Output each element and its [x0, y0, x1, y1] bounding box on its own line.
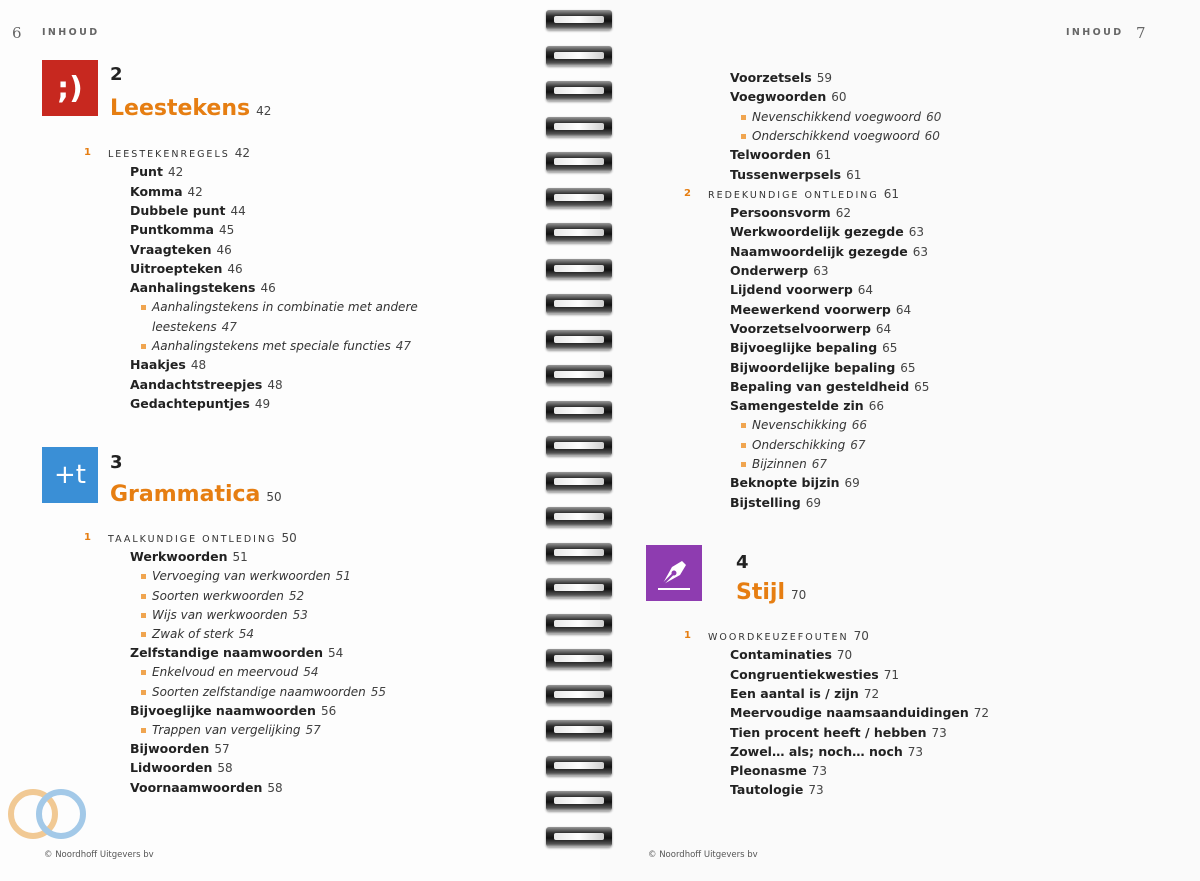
spiral-ring-icon: [546, 152, 612, 172]
toc-entry-text: Aanhalingstekens: [130, 280, 256, 296]
toc-entry-page: 51: [335, 569, 351, 584]
footer-copyright: © Noordhoff Uitgevers bv: [648, 850, 758, 860]
toc-entry-page: 47: [221, 319, 237, 334]
spiral-ring-icon: [546, 188, 612, 208]
toc-entry-text: Contaminaties: [730, 647, 832, 663]
punctuation-icon-glyph: ;): [57, 70, 83, 106]
watermark-logo-icon: [5, 780, 93, 860]
toc-entry-page: 63: [908, 225, 924, 240]
toc-entry-text: Persoonsvorm: [730, 205, 831, 221]
spiral-ring-icon: [546, 685, 612, 705]
toc-entry-text: Tien procent heeft / hebben: [730, 724, 927, 740]
toc-entry: [130, 357, 206, 373]
toc-entry-page: 61: [846, 167, 862, 182]
toc-entry-page: 70: [853, 629, 869, 643]
toc-entry-text: Bepaling van gesteldheid: [730, 378, 910, 394]
bullet-icon: [741, 462, 746, 467]
toc-entry-text: Voornaamwoorden: [130, 779, 263, 795]
toc-entry-page: 67: [850, 437, 866, 452]
toc-entry: [130, 164, 183, 180]
toc-entry: [130, 549, 248, 565]
toc-entry-text: Onderschikking: [752, 437, 846, 452]
toc-entry-text: Telwoorden: [730, 147, 811, 163]
toc-entry: [752, 437, 866, 453]
toc-entry-page: 54: [303, 665, 319, 680]
toc-entry-page: 70: [836, 648, 853, 663]
bullet-icon: [141, 632, 146, 637]
page-number-right: 7: [1136, 24, 1146, 42]
toc-entry: [730, 495, 821, 511]
toc-entry-text: Aandachtstreepjes: [130, 376, 263, 392]
fountain-pen-icon-svg: [654, 553, 694, 593]
toc-entry-text: Werkwoorden: [130, 549, 228, 565]
toc-entry: [152, 607, 308, 623]
toc-entry: [130, 645, 343, 661]
toc-entry-page: 42: [187, 184, 203, 199]
spiral-ring-icon: [546, 330, 612, 350]
toc-entry-page: 51: [232, 550, 248, 565]
toc-entry: [130, 280, 276, 296]
running-head-left: INHOUD: [42, 27, 100, 38]
toc-entry-text: Tussenwerpsels: [730, 166, 842, 182]
toc-entry: [730, 147, 831, 163]
toc-entry: [730, 763, 827, 779]
toc-entry-text: Bijwoorden: [130, 741, 210, 757]
toc-entry-text: Komma: [130, 183, 183, 199]
toc-entry: [730, 725, 947, 741]
toc-entry-page: 46: [260, 281, 276, 296]
toc-entry-page: 64: [875, 321, 892, 336]
spiral-ring-icon: [546, 543, 612, 563]
toc-entry: [152, 722, 321, 738]
chapter-title: [110, 96, 271, 121]
toc-entry-text: Congruentiekwesties: [730, 666, 879, 682]
toc-entry-page: 62: [835, 206, 851, 221]
chapter-page: 42: [256, 104, 272, 118]
toc-entry-text: Werkwoordelijk gezegde: [730, 224, 904, 240]
toc-entry-text: Een aantal is / zijn: [730, 685, 859, 701]
spiral-ring-icon: [546, 46, 612, 66]
toc-entry-page: 65: [914, 379, 930, 394]
section-number: 2: [684, 187, 691, 199]
toc-entry-page: 73: [931, 725, 947, 740]
toc-entry-text: Vraagteken: [130, 241, 212, 257]
toc-entry-text: Nevenschikking: [752, 418, 847, 433]
spiral-ring-icon: [546, 720, 612, 740]
toc-entry-text: Voegwoorden: [730, 89, 827, 105]
toc-entry: [730, 263, 829, 279]
toc-entry-text: Aanhalingstekens in combinatie met andere: [152, 300, 418, 315]
toc-entry-text: Onderschikkend voegwoord: [752, 128, 920, 143]
chapter-page: 70: [790, 588, 807, 602]
toc-entry-page: 66: [868, 399, 884, 414]
toc-entry: [152, 338, 411, 354]
section-number: 1: [84, 532, 91, 543]
toc-entry-text: Bijstelling: [730, 494, 801, 510]
spiral-ring-icon: [546, 472, 612, 492]
bullet-icon: [741, 423, 746, 428]
toc-entry-page: 64: [857, 283, 874, 298]
toc-entry: [730, 398, 884, 414]
toc-entry: [730, 224, 924, 240]
section-number: 1: [84, 147, 91, 158]
toc-entry: [130, 760, 233, 776]
toc-entry: [152, 684, 386, 700]
toc-entry: [130, 203, 246, 219]
toc-entry-page: 56: [320, 703, 337, 718]
toc-entry-page: 69: [805, 495, 821, 510]
toc-entry-text: Zowel… als; noch… noch: [730, 743, 903, 759]
bullet-icon: [141, 690, 146, 695]
spiral-ring-icon: [546, 223, 612, 243]
chapter-number: 4: [736, 552, 749, 573]
toc-entry-page: 49: [254, 396, 271, 411]
toc-entry-page: 69: [844, 476, 860, 491]
toc-entry-page: 54: [328, 646, 344, 661]
toc-entry-text: Naamwoordelijk gezegde: [730, 243, 908, 259]
toc-entry: [130, 741, 230, 757]
spiral-ring-icon: [546, 507, 612, 527]
toc-entry-text: Trappen van vergelijking: [152, 723, 301, 737]
toc-entry-text: Bijwoordelijke bepaling: [730, 359, 896, 375]
bullet-icon: [141, 344, 146, 349]
toc-entry: [152, 664, 318, 680]
bullet-icon: [741, 443, 746, 448]
toc-entry-page: 64: [895, 302, 912, 317]
toc-entry: [130, 184, 203, 200]
spiral-ring-icon: [546, 649, 612, 669]
toc-entry-page: 46: [227, 261, 243, 276]
section-number: 1: [684, 630, 691, 641]
toc-entry: [130, 396, 270, 412]
toc-entry-text: Zelfstandige naamwoorden: [130, 645, 324, 661]
toc-entry: [730, 379, 929, 395]
toc-entry-text: Aanhalingstekens met speciale functies: [152, 339, 391, 353]
toc-entry: [130, 261, 243, 277]
running-head-right: INHOUD: [1066, 27, 1124, 38]
toc-entry-text: Bijvoeglijke naamwoorden: [130, 702, 316, 718]
toc-entry-page: 73: [907, 744, 924, 759]
spiral-ring-icon: [546, 827, 612, 847]
toc-entry: [130, 703, 336, 719]
spiral-ring-icon: [546, 117, 612, 137]
toc-entry: [730, 340, 897, 356]
grammar-icon-glyph: +t: [54, 460, 86, 490]
toc-entry-page: 72: [863, 686, 880, 701]
toc-entry-text: TAALKUNDIGE ONTLEDING: [108, 534, 277, 545]
chapter-title: [736, 580, 806, 605]
toc-entry: [130, 377, 283, 393]
toc-entry-page: 58: [217, 761, 233, 776]
toc-entry-text: Nevenschikkend voegwoord: [752, 109, 922, 124]
toc-entry-page: 71: [883, 667, 900, 682]
spiral-ring-icon: [546, 791, 612, 811]
toc-entry-page: 60: [924, 128, 940, 143]
toc-entry-page: 73: [811, 764, 828, 779]
page-number-left: 6: [12, 24, 22, 42]
toc-entry: [708, 628, 869, 646]
bullet-icon: [141, 670, 146, 675]
grammar-icon: [42, 447, 98, 503]
chapter-number: 3: [110, 452, 123, 473]
toc-entry-page: 73: [808, 783, 824, 798]
toc-entry-page: 53: [292, 607, 308, 622]
toc-entry-page: 58: [267, 780, 283, 795]
toc-entry-text: Bijzinnen: [752, 457, 807, 471]
chapter-title-text: Leestekens: [110, 96, 251, 121]
toc-entry: [752, 456, 827, 472]
toc-entry: [130, 222, 234, 238]
toc-entry-text: Gedachtepuntjes: [130, 395, 250, 411]
bullet-icon: [741, 115, 746, 120]
toc-entry-page: 63: [813, 264, 829, 278]
toc-entry: [130, 242, 232, 258]
chapter-page: 50: [266, 490, 282, 504]
toc-entry: [730, 205, 851, 221]
toc-entry-text: REDEKUNDIGE ONTLEDING: [708, 189, 879, 201]
toc-entry: [152, 588, 304, 604]
toc-entry: [108, 145, 250, 163]
toc-entry-page: 65: [900, 360, 916, 375]
toc-entry-page: 57: [305, 723, 321, 737]
toc-entry-page: 61: [883, 186, 900, 201]
toc-entry-text: Vervoeging van werkwoorden: [152, 569, 331, 584]
toc-entry-page: 42: [234, 146, 251, 160]
spiral-ring-icon: [546, 401, 612, 421]
toc-entry-text: Wijs van werkwoorden: [152, 607, 288, 622]
toc-entry-page: 60: [926, 109, 942, 124]
toc-entry-page: 52: [288, 588, 305, 603]
toc-entry-page: 45: [218, 223, 235, 238]
toc-entry-page: 47: [395, 339, 412, 353]
bullet-icon: [741, 134, 746, 139]
toc-entry: [152, 319, 237, 335]
toc-entry-page: 66: [851, 418, 867, 433]
toc-entry-page: 57: [214, 742, 230, 757]
toc-entry: [730, 167, 861, 183]
bullet-icon: [141, 305, 146, 310]
chapter-title: [110, 482, 282, 507]
toc-entry: [108, 530, 297, 548]
toc-entry: [730, 782, 824, 798]
toc-entry: [730, 282, 873, 298]
toc-entry: [752, 109, 941, 125]
toc-entry: [152, 299, 418, 315]
toc-entry-page: 42: [167, 165, 184, 180]
toc-entry-page: 55: [370, 684, 386, 699]
toc-entry-text: Tautologie: [730, 782, 804, 798]
toc-entry-text: Meervoudige naamsaanduidingen: [730, 705, 969, 721]
spiral-ring-icon: [546, 10, 612, 30]
spiral-binding: [540, 0, 620, 881]
fountain-pen-icon: [646, 545, 702, 601]
footer-copyright: © Noordhoff Uitgevers bv: [44, 850, 154, 860]
toc-entry-text: Uitroepteken: [130, 260, 223, 276]
toc-entry-text: Soorten werkwoorden: [152, 588, 284, 603]
chapter-title-text: Grammatica: [110, 482, 261, 507]
spiral-ring-icon: [546, 259, 612, 279]
toc-entry-text: Dubbele punt: [130, 202, 226, 218]
toc-entry: [730, 686, 879, 702]
toc-entry-page: 61: [815, 148, 832, 163]
toc-entry: [152, 568, 351, 584]
toc-entry-text: Samengestelde zin: [730, 398, 864, 414]
bullet-icon: [141, 613, 146, 618]
toc-entry: [152, 626, 254, 642]
toc-entry-page: 50: [281, 531, 297, 545]
toc-entry-text: Beknopte bijzin: [730, 475, 840, 491]
bullet-icon: [141, 594, 146, 599]
chapter-title-text: Stijl: [736, 580, 785, 605]
toc-entry-text: Punt: [130, 164, 163, 180]
bullet-icon: [141, 574, 146, 579]
toc-entry-text: Lijdend voorwerp: [730, 282, 853, 298]
spiral-ring-icon: [546, 578, 612, 598]
right-page: [600, 0, 1200, 881]
toc-entry-text: leestekens: [152, 319, 217, 334]
toc-entry: [730, 244, 928, 260]
toc-entry-page: 72: [973, 706, 990, 721]
toc-entry: [730, 302, 911, 318]
toc-entry-page: 60: [831, 90, 847, 105]
spiral-ring-icon: [546, 614, 612, 634]
spiral-ring-icon: [546, 436, 612, 456]
bullet-icon: [141, 728, 146, 733]
toc-entry-page: 54: [238, 627, 255, 641]
toc-entry: [730, 647, 852, 663]
toc-entry-text: Lidwoorden: [130, 760, 213, 776]
toc-entry-text: Pleonasme: [730, 763, 807, 779]
toc-entry-page: 59: [816, 71, 832, 85]
toc-entry: [730, 321, 891, 337]
toc-entry: [708, 186, 899, 204]
toc-entry-text: Bijvoeglijke bepaling: [730, 340, 878, 356]
toc-entry-text: Enkelvoud en meervoud: [152, 665, 299, 680]
toc-entry: [130, 780, 283, 796]
toc-entry-text: Haakjes: [130, 357, 186, 373]
toc-entry-text: WOORDKEUZEFOUTEN: [708, 632, 849, 643]
toc-entry-text: Soorten zelfstandige naamwoorden: [152, 684, 366, 699]
spiral-ring-icon: [546, 756, 612, 776]
toc-entry: [730, 667, 899, 683]
toc-entry-text: Voorzetselvoorwerp: [730, 320, 871, 336]
spiral-ring-icon: [546, 294, 612, 314]
toc-entry-text: Meewerkend voorwerp: [730, 301, 891, 317]
toc-entry-text: Onderwerp: [730, 263, 809, 278]
toc-entry-page: 65: [882, 341, 898, 356]
punctuation-icon: [42, 60, 98, 116]
toc-entry-page: 48: [267, 377, 283, 392]
toc-entry-page: 67: [811, 457, 828, 471]
toc-entry: [730, 705, 989, 721]
toc-entry-page: 44: [230, 203, 246, 218]
toc-entry-page: 46: [216, 242, 232, 257]
toc-entry: [752, 417, 867, 433]
toc-entry-text: Puntkomma: [130, 222, 214, 238]
toc-entry: [730, 70, 832, 86]
toc-entry-text: Voorzetsels: [730, 70, 812, 85]
toc-entry: [752, 128, 940, 144]
toc-entry: [730, 475, 860, 491]
toc-entry: [730, 89, 847, 105]
spiral-ring-icon: [546, 81, 612, 101]
spiral-ring-icon: [546, 365, 612, 385]
chapter-number: 2: [110, 64, 123, 85]
toc-entry: [730, 360, 916, 376]
toc-entry-page: 63: [912, 244, 929, 259]
toc-entry-text: Zwak of sterk: [152, 627, 234, 641]
toc-entry: [730, 744, 923, 760]
toc-entry-page: 48: [190, 358, 207, 373]
toc-entry-text: LEESTEKENREGELS: [108, 149, 230, 160]
